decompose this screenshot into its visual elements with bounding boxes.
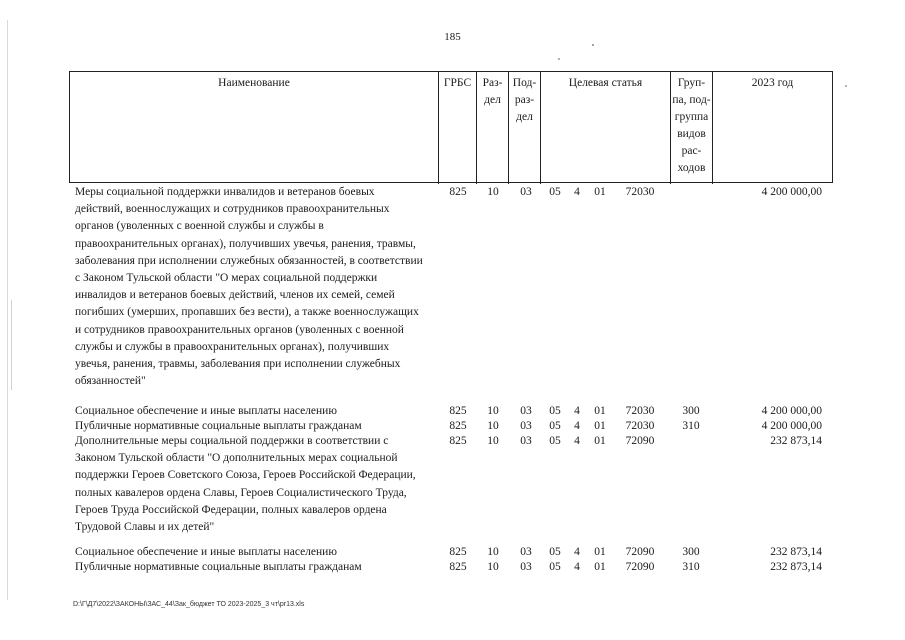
row-podrazdel: 03 xyxy=(520,420,532,432)
row-podrazdel: 03 xyxy=(520,435,532,447)
row-target-2: 4 xyxy=(574,186,580,198)
row-target-1: 05 xyxy=(549,186,561,198)
scan-dust-mark xyxy=(558,58,560,60)
header-podrazdel-line: дел xyxy=(516,111,533,123)
row-target-3: 01 xyxy=(594,546,606,558)
row-podrazdel: 03 xyxy=(520,405,532,417)
row-target-1: 05 xyxy=(549,435,561,447)
row-target-4: 72030 xyxy=(625,186,655,198)
scan-dust-mark xyxy=(592,44,594,46)
row-target-4: 72030 xyxy=(625,420,655,432)
row-target-4: 72090 xyxy=(625,546,655,558)
row-amount: 232 873,14 xyxy=(770,561,822,573)
row-grbs: 825 xyxy=(449,561,467,573)
header-group-line: Груп- xyxy=(677,77,706,89)
header-podrazdel-line: раз- xyxy=(514,94,535,106)
row-name: Социальное обеспечение и иные выплаты населению xyxy=(75,546,337,558)
header-year-label: 2023 год xyxy=(751,77,794,89)
scan-edge-mark xyxy=(7,20,8,600)
header-podrazdel-line: Под- xyxy=(512,77,537,89)
row-name: Публичные нормативные социальные выплаты гражданам xyxy=(75,420,362,432)
row-grbs: 825 xyxy=(449,546,467,558)
row-amount: 232 873,14 xyxy=(770,435,822,447)
row-target-4: 72030 xyxy=(625,405,655,417)
row-group: 300 xyxy=(682,405,700,417)
row-target-3: 01 xyxy=(594,420,606,432)
row-target-2: 4 xyxy=(574,546,580,558)
header-year xyxy=(713,72,832,184)
row-target-3: 01 xyxy=(594,186,606,198)
row-group: 300 xyxy=(682,546,700,558)
row-amount: 232 873,14 xyxy=(770,546,822,558)
scan-dust-mark xyxy=(845,85,847,87)
file-path-footer: D:\Г\Д7\2022\ЗАКОНЫ\ЗАС_44\Зак_бюджет ТО 2023-2025_3 чт\pr13.xls xyxy=(73,601,305,608)
row-target-1: 05 xyxy=(549,420,561,432)
row-name: Социальное обеспечение и иные выплаты населению xyxy=(75,405,337,417)
row-grbs: 825 xyxy=(449,435,467,447)
row-target-3: 01 xyxy=(594,405,606,417)
header-group-line: видов xyxy=(677,128,706,140)
row-target-1: 05 xyxy=(549,546,561,558)
row-target-2: 4 xyxy=(574,405,580,417)
row-name: Публичные нормативные социальные выплаты гражданам xyxy=(75,561,362,573)
header-group-line: группа xyxy=(674,111,709,123)
row-target-4: 72090 xyxy=(625,435,655,447)
header-grbs-label: ГРБС xyxy=(443,77,472,89)
table-header xyxy=(69,71,833,183)
row-amount: 4 200 000,00 xyxy=(761,420,822,432)
header-grbs xyxy=(439,72,477,184)
row-podrazdel: 03 xyxy=(520,561,532,573)
header-group-line: рас- xyxy=(681,145,702,157)
row-razdel: 10 xyxy=(487,405,499,417)
row-target-2: 4 xyxy=(574,420,580,432)
row-razdel: 10 xyxy=(487,420,499,432)
scan-edge-mark xyxy=(11,300,12,390)
row-target-1: 05 xyxy=(549,561,561,573)
row-amount: 4 200 000,00 xyxy=(761,405,822,417)
header-target xyxy=(541,72,671,184)
row-target-2: 4 xyxy=(574,435,580,447)
header-podrazdel xyxy=(509,72,541,184)
header-razdel-line: дел xyxy=(484,94,501,106)
header-group-line: па, под- xyxy=(672,94,711,106)
row-target-1: 05 xyxy=(549,405,561,417)
row-grbs: 825 xyxy=(449,186,467,198)
row-group: 310 xyxy=(682,561,700,573)
row-target-3: 01 xyxy=(594,435,606,447)
header-target-label: Целевая статья xyxy=(568,77,643,89)
header-name xyxy=(70,72,439,184)
row-podrazdel: 03 xyxy=(520,546,532,558)
row-target-4: 72090 xyxy=(625,561,655,573)
row-name: Дополнительные меры социальной поддержки в соответствии с Законом Тульской области "О дополнительных мерах социальной поддержки Героев Советского Союза, Героев Российской Федерации, полных кавалеров ордена Славы, Героев Социалистического Труда, Героев Труда Российской Федерации, полных кавалеров ордена Трудовой Славы и их детей" xyxy=(75,435,416,534)
row-target-3: 01 xyxy=(594,561,606,573)
row-razdel: 10 xyxy=(487,561,499,573)
row-amount: 4 200 000,00 xyxy=(761,186,822,198)
row-grbs: 825 xyxy=(449,405,467,417)
header-name-label: Наименование xyxy=(218,77,290,89)
row-razdel: 10 xyxy=(487,435,499,447)
row-podrazdel: 03 xyxy=(520,186,532,198)
row-group: 310 xyxy=(682,420,700,432)
header-razdel xyxy=(477,72,509,184)
header-group xyxy=(671,72,713,184)
page-number: 185 xyxy=(444,31,461,43)
row-target-2: 4 xyxy=(574,561,580,573)
header-razdel-line: Раз- xyxy=(482,77,503,89)
row-razdel: 10 xyxy=(487,186,499,198)
row-razdel: 10 xyxy=(487,546,499,558)
row-name: Меры социальной поддержки инвалидов и ветеранов боевых действий, военнослужащих и сотрудников правоохранительных органов (уволенных с военной службы и службы в правоохранительных органах), получивших увечья, ранения, травмы, заболевания при исполнении служебных обязанностей, в соответствии с Законом Тульской области "О мерах социальной поддержки инвалидов и ветеранов боевых действий, членов их семей, семей погибших (умерших, пропавших без вести), а также военнослужащих и сотрудников правоохранительных органов (уволенных с военной службы и службы в правоохранительных органах), получивших увечья, ранения, травмы, заболевания при исполнении служебных обязанностей" xyxy=(75,186,423,388)
header-group-line: ходов xyxy=(677,162,706,174)
row-grbs: 825 xyxy=(449,420,467,432)
